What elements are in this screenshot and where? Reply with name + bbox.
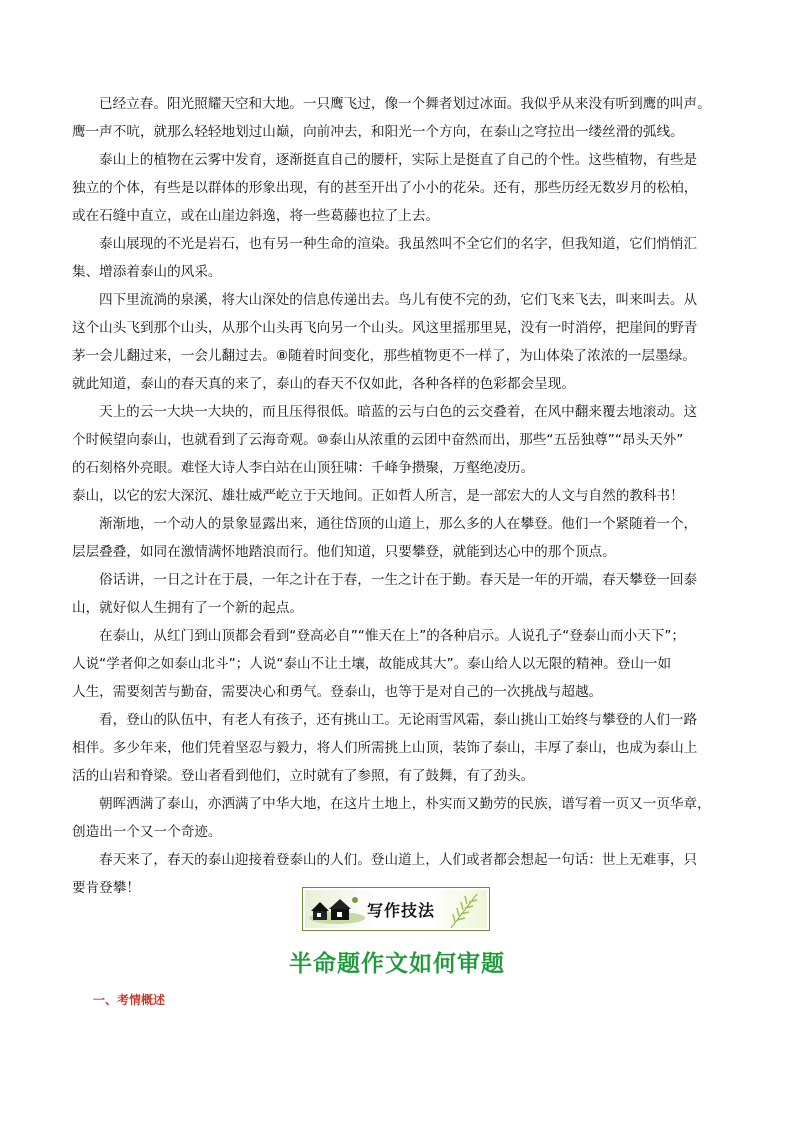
leaf-decoration-icon bbox=[447, 888, 487, 930]
text-line: 四下里流淌的泉溪，将大山深处的信息传递出去。鸟儿有使不完的劲，它们飞来飞去，叫来叫去。从 bbox=[99, 292, 698, 308]
text-line: 这个山头飞到那个山头，从那个山头再飞向另一个山头。风这里摇那里晃，没有一时消停，把崖间的野青 bbox=[72, 320, 698, 336]
text-line: 独立的个体，有些是以群体的形象出现，有的甚至开出了小小的花朵。还有，那些历经无数岁月的松柏， bbox=[72, 180, 698, 196]
paragraph-7 bbox=[72, 510, 744, 566]
house-landscape-icon bbox=[307, 888, 367, 930]
text-line: 渐渐地，一个动人的景象显露出来，通往岱顶的山道上，那么多的人在攀登。他们一个紧随着一个， bbox=[99, 516, 698, 532]
subsection-title: 一、考情概述 bbox=[93, 993, 166, 1007]
text-line: 茅一会儿翻过来，一会儿翻过去。⑧随着时间变化，那些植物更不一样了，为山体染了浓浓的一层墨绿。 bbox=[72, 348, 696, 364]
section-title: 半命题作文如何审题 bbox=[289, 951, 505, 977]
paragraph-9 bbox=[72, 622, 744, 706]
text-line: 在泰山，从红门到山顶都会看到“登高必自”“惟天在上”的各种启示。人说孔子“登泰山而小天下”； bbox=[99, 628, 686, 644]
text-line: 层层叠叠，如同在激情满怀地踏浪而行。他们知道，只要攀登，就能到达心中的那个顶点。 bbox=[72, 544, 616, 560]
text-line: 已经立春。阳光照耀天空和大地。一只鹰飞过，像一个舞者划过冰面。我似乎从来没有听到鹰的叫声。 bbox=[99, 96, 711, 112]
text-line: 俗话讲，一日之计在于晨，一年之计在于春，一生之计在于勤。春天是一年的开端，春天攀登一回泰 bbox=[99, 572, 698, 588]
text-line: 朝晖洒满了泰山，亦洒满了中华大地，在这片土地上，朴实而又勤劳的民族，谱写着一页又一页华章， bbox=[99, 796, 711, 812]
text-line: 集、增添着泰山的风采。 bbox=[72, 264, 222, 280]
text-line: 创造出一个又一个奇迹。 bbox=[72, 824, 222, 840]
text-line: 看，登山的队伍中，有老人有孩子，还有挑山工。无论雨雪风霜，泰山挑山工始终与攀登的人们一路 bbox=[99, 712, 698, 728]
banner-title: 写作技法 bbox=[367, 901, 436, 920]
paragraph-10 bbox=[72, 706, 744, 790]
paragraph-2 bbox=[72, 146, 744, 230]
text-line: 相伴。多少年来，他们凭着坚忍与毅力，将人们所需挑上山顶，装饰了泰山，丰厚了泰山，也成为泰山上 bbox=[72, 740, 698, 756]
paragraph-6 bbox=[72, 482, 744, 510]
text-line: 人说“学者仰之如泰山北斗”；人说“泰山不让土壤，故能成其大”。泰山给人以无限的精神。登山一如 bbox=[72, 656, 672, 672]
text-line: 的石刻格外亮眼。难怪大诗人李白站在山顶狂啸：千峰争攒聚，万壑绝凌历。 bbox=[72, 460, 535, 476]
paragraph-11 bbox=[72, 790, 744, 846]
text-line: 鹰一声不吭，就那么轻轻地划过山巅，向前冲去，和阳光一个方向，在泰山之穹拉出一缕丝滑的弧线。 bbox=[72, 124, 684, 140]
banner-frame bbox=[302, 887, 490, 931]
text-line: 个时候望向泰山，也就看到了云海奇观。⑩泰山从浓重的云团中奋然而出，那些“五岳独尊”“昂头天外” bbox=[72, 432, 684, 448]
text-line: 活的山岩和脊梁。登山者看到他们，立时就有了参照，有了鼓舞，有了劲头。 bbox=[72, 768, 535, 784]
text-line: 春天来了，春天的泰山迎接着登泰山的人们。登山道上，人们或者都会想起一句话：世上无难事，只 bbox=[99, 852, 698, 868]
text-line: 人生，需要刻苦与勤奋，需要决心和勇气。登泰山，也等于是对自己的一次挑战与超越。 bbox=[72, 684, 603, 700]
text-line: 泰山展现的不光是岩石，也有另一种生命的渲染。我虽然叫不全它们的名字，但我知道，它们悄悄汇 bbox=[99, 236, 698, 252]
text-line: 山，就好似人生拥有了一个新的起点。 bbox=[72, 600, 304, 616]
text-line: 要肯登攀！ bbox=[72, 880, 140, 896]
paragraph-8 bbox=[72, 566, 744, 622]
paragraph-4 bbox=[72, 286, 744, 398]
paragraph-1 bbox=[72, 90, 744, 146]
text-line: 泰山上的植物在云雾中发育，逐渐挺直自己的腰杆，实际上是挺直了自己的个性。这些植物，有些是 bbox=[99, 152, 698, 168]
paragraph-5 bbox=[72, 398, 744, 482]
paragraph-3 bbox=[72, 230, 744, 286]
text-line: 天上的云一大块一大块的，而且压得很低。暗蓝的云与白色的云交叠着，在风中翻来覆去地滚动。这 bbox=[99, 404, 698, 420]
section-banner bbox=[302, 887, 490, 931]
text-line: 泰山，以它的宏大深沉、雄壮威严屹立于天地间。正如哲人所言，是一部宏大的人文与自然的教科书！ bbox=[72, 488, 684, 504]
text-line: 就此知道，泰山的春天真的来了，泰山的春天不仅如此，各种各样的色彩都会呈现。 bbox=[72, 376, 575, 392]
text-line: 或在石缝中直立，或在山崖边斜逸，将一些葛藤也拉了上去。 bbox=[72, 208, 440, 224]
